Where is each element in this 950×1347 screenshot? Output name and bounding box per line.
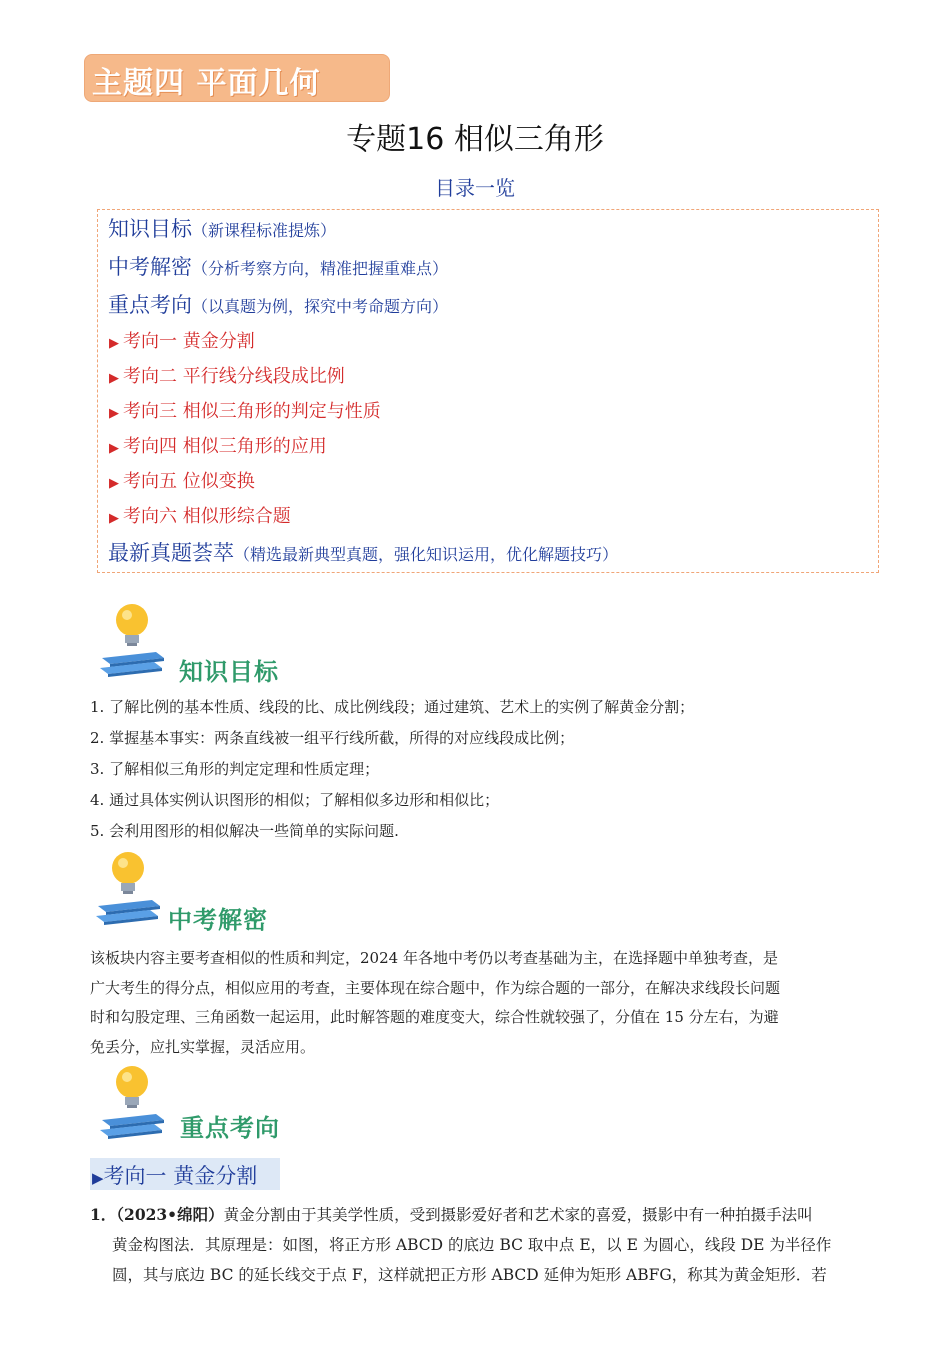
question-source: （2023•绵阳）: [116, 1205, 224, 1224]
toc-item-1[interactable]: ▶ 考向一 黄金分割: [109, 331, 255, 352]
analysis-line: 时和勾股定理、三角函数一起运用，此时解答题的难度变大，综合性就较强了，分值在 15 分左右，为避: [90, 1008, 779, 1026]
toc-section-note: （精选最新典型真题，强化知识运用，优化解题技巧）: [234, 545, 619, 564]
triangle-bullet-icon: ▶: [109, 336, 119, 351]
document-title: 专题16 相似三角形: [346, 122, 604, 157]
triangle-bullet-icon: ▶: [109, 371, 119, 386]
section-label-focus: 重点考向: [180, 1114, 280, 1142]
knowledge-point: 1. 了解比例的基本性质、线段的比、成比例线段；通过建筑、艺术上的实例了解黄金分割；: [90, 698, 695, 716]
triangle-bullet-icon: ▶: [109, 406, 119, 421]
toc-section-label: 知识目标: [108, 217, 192, 241]
analysis-line: 广大考生的得分点，相似应用的考查，主要体现在综合题中，作为综合题的一部分，在解决求线段长问题: [90, 979, 781, 997]
question-number: 1．: [90, 1205, 117, 1224]
triangle-bullet-icon: ▶: [92, 1169, 104, 1187]
subsection-header: ▶考向一 黄金分割: [92, 1164, 258, 1188]
triangle-bullet-icon: ▶: [109, 511, 119, 526]
knowledge-point: 4. 通过具体实例认识图形的相似；了解相似多边形和相似比；: [90, 791, 500, 809]
lightbulb-books-icon: [96, 600, 168, 680]
toc-section-note: （以真题为例，探究中考命题方向）: [192, 297, 449, 316]
section-label-knowledge: 知识目标: [179, 658, 279, 686]
toc-item-3[interactable]: ▶ 考向三 相似三角形的判定与性质: [109, 401, 381, 422]
analysis-line: 免丢分，应扎实掌握，灵活应用。: [90, 1038, 316, 1056]
question-text: 圆，其与底边 BC 的延长线交于点 F，这样就把正方形 ABCD 延伸为矩形 ABFG，称其为黄金矩形．若: [112, 1266, 827, 1284]
topic-banner-text: 主题四 平面几何: [92, 66, 321, 101]
toc-item-6[interactable]: ▶ 考向六 相似形综合题: [109, 506, 291, 527]
toc-section-latest[interactable]: [108, 537, 618, 567]
toc-section-label: 中考解密: [108, 255, 192, 279]
knowledge-point: 3. 了解相似三角形的判定定理和性质定理；: [90, 760, 380, 778]
toc-section-analysis[interactable]: [108, 251, 448, 281]
triangle-bullet-icon: ▶: [109, 441, 119, 456]
toc-item-5[interactable]: ▶ 考向五 位似变换: [109, 471, 255, 492]
toc-item-4[interactable]: ▶ 考向四 相似三角形的应用: [109, 436, 327, 457]
toc-section-note: （新课程标准提炼）: [192, 221, 337, 240]
knowledge-point: 5. 会利用图形的相似解决一些简单的实际问题.: [90, 822, 399, 840]
lightbulb-books-icon: [96, 1062, 168, 1142]
lightbulb-books-icon: [92, 848, 164, 928]
toc-title: 目录一览: [435, 176, 515, 200]
toc-section-knowledge[interactable]: [108, 213, 336, 243]
section-label-analysis: 中考解密: [168, 906, 268, 934]
toc-item-2[interactable]: ▶ 考向二 平行线分线段成比例: [109, 366, 345, 387]
analysis-line: 该板块内容主要考查相似的性质和判定，2024 年各地中考仍以考查基础为主，在选择题中单独考查，是: [90, 949, 778, 967]
knowledge-point: 2. 掌握基本事实：两条直线被一组平行线所截，所得的对应线段成比例；: [90, 729, 575, 747]
question-text: 黄金构图法．其原理是：如图，将正方形 ABCD 的底边 BC 取中点 E，以 E 为圆心，线段 DE 为半径作: [112, 1236, 832, 1254]
question-text: 黄金分割由于其美学性质，受到摄影爱好者和艺术家的喜爱，摄影中有一种拍摄手法叫: [223, 1206, 813, 1224]
toc-section-focus[interactable]: [108, 289, 448, 319]
toc-section-note: （分析考察方向，精准把握重难点）: [192, 259, 449, 278]
toc-section-label: 最新真题荟萃: [108, 541, 234, 565]
toc-section-label: 重点考向: [108, 293, 192, 317]
question-first-line: [90, 1203, 813, 1225]
triangle-bullet-icon: ▶: [109, 476, 119, 491]
